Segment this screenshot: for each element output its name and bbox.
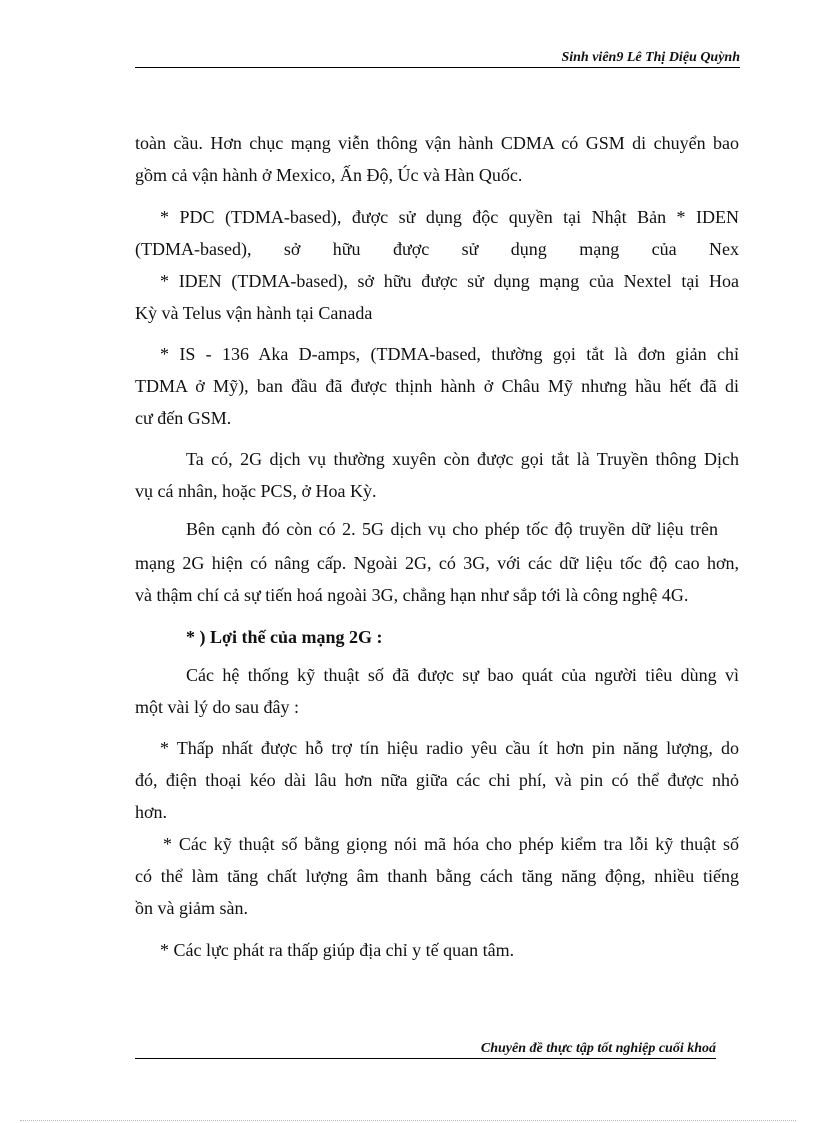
text-line: * Các kỹ thuật số bằng giọng nói mã hóa cho phép kiểm tra lỗi kỹ thuật số — [163, 834, 739, 854]
text-line: * PDC (TDMA-based), được sử dụng độc quyền tại Nhật Bản * IDEN — [160, 207, 739, 227]
text-line: * Các lực phát ra thấp giúp địa chỉ y tế quan tâm. — [160, 940, 515, 960]
text-line: cư đến GSM. — [135, 408, 232, 428]
text-line: có thể làm tăng chất lượng âm thanh bằng cách tăng năng động, nhiều tiếng — [135, 866, 739, 886]
text-line: mạng 2G hiện có nâng cấp. Ngoài 2G, có 3G, với các dữ liệu tốc độ cao hơn, — [135, 553, 739, 573]
text-line: (TDMA-based), sở hữu được sử dụng mạng của Nex — [135, 239, 739, 259]
text-line: gồm cả vận hành ở Mexico, Ấn Độ, Úc và Hàn Quốc. — [135, 165, 523, 185]
text-line: Bên cạnh đó còn có 2. 5G dịch vụ cho phép tốc độ truyền dữ liệu trên — [186, 519, 718, 539]
text-line: ồn và giảm sàn. — [135, 898, 248, 918]
footer-caption: Chuyên đề thực tập tốt nghiệp cuối khoá — [480, 1041, 716, 1056]
text-line: toàn cầu. Hơn chục mạng viễn thông vận hành CDMA có GSM di chuyển bao — [135, 133, 739, 153]
text-line: * IDEN (TDMA-based), sở hữu được sử dụng mạng của Nextel tại Hoa — [160, 271, 739, 291]
footer-rule — [135, 1058, 716, 1059]
text-line: và thậm chí cả sự tiến hoá ngoài 3G, chẳng hạn như sắp tới là công nghệ 4G. — [135, 585, 689, 605]
text-line: Kỳ và Telus vận hành tại Canada — [135, 303, 373, 323]
text-line: * IS - 136 Aka D-amps, (TDMA-based, thường gọi tắt là đơn giản chỉ — [160, 344, 739, 364]
text-line: Ta có, 2G dịch vụ thường xuyên còn được gọi tắt là Truyền thông Dịch — [186, 449, 739, 469]
text-line: đó, điện thoại kéo dài lâu hơn nữa giữa các chi phí, và pin có thể được nhỏ — [135, 770, 739, 790]
text-line: hơn. — [135, 802, 168, 822]
section-heading: * ) Lợi thế của mạng 2G : — [186, 627, 383, 647]
page-edge-divider — [20, 1120, 796, 1121]
text-line: một vài lý do sau đây : — [135, 697, 299, 717]
header-author: Sinh viên9 Lê Thị Diệu Quỳnh — [561, 50, 740, 65]
text-line: vụ cá nhân, hoặc PCS, ở Hoa Kỳ. — [135, 481, 377, 501]
text-line: TDMA ở Mỹ), ban đầu đã được thịnh hành ở Châu Mỹ nhưng hầu hết đã di — [135, 376, 739, 396]
text-line: Các hệ thống kỹ thuật số đã được sự bao quát của người tiêu dùng vì — [186, 665, 739, 685]
text-line: * Thấp nhất được hỗ trợ tín hiệu radio yêu cầu ít hơn pin năng lượng, do — [160, 738, 739, 758]
header-rule — [135, 67, 740, 68]
